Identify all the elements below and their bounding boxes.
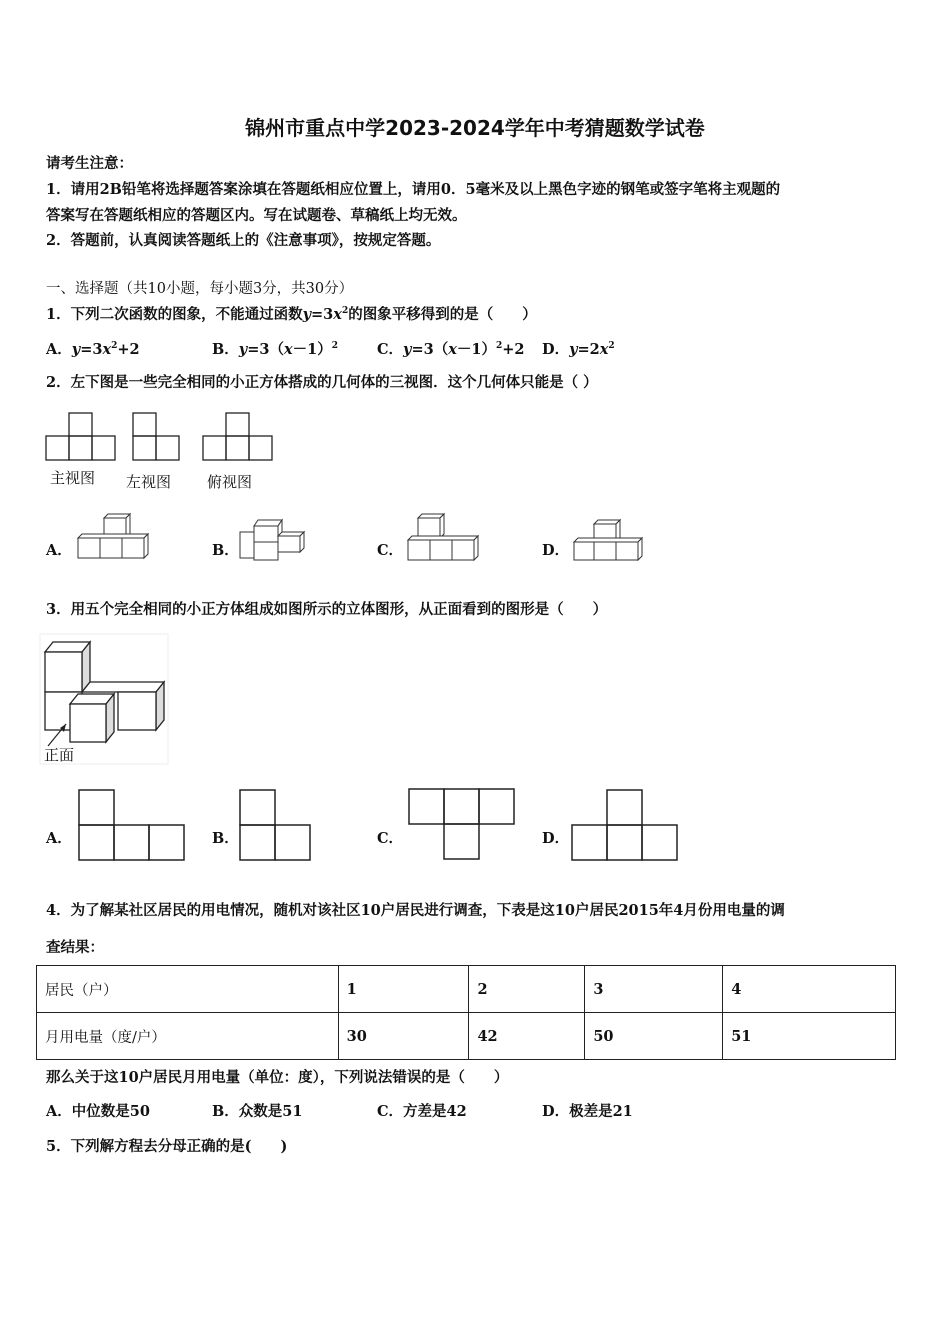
option-sup: 2 [608, 341, 615, 351]
table-row [37, 966, 896, 1013]
left-view-label: 左视图 [126, 473, 172, 491]
q1-option-a [46, 338, 140, 359]
q3-option-c-label[interactable]: C． [377, 830, 404, 847]
option-text: =3（ [411, 341, 449, 358]
option-var: x [283, 341, 293, 358]
q2-option-a-figure[interactable] [76, 512, 146, 562]
top-view-label: 俯视图 [207, 473, 253, 491]
q4-option-b[interactable]: B．众数是51 [212, 1103, 303, 1120]
question-2: 2．左下图是一些完全相同的小正方体搭成的几何体的三视图．这个几何体只能是（ ） [46, 374, 598, 391]
table-cell: 2 [469, 966, 585, 1013]
option-var: y [569, 341, 578, 358]
q4-option-d[interactable]: D．极差是21 [542, 1103, 633, 1120]
table-row [37, 1013, 896, 1060]
front-view-label: 主视图 [50, 469, 96, 487]
q2-three-views-figure [44, 412, 284, 464]
q2-option-c-figure[interactable] [406, 512, 478, 562]
option-sup: 2 [331, 341, 338, 351]
q2-option-d-label[interactable]: D． [542, 542, 570, 559]
q1-suffix: 的图象平移得到的是（ ） [348, 306, 537, 323]
option-var: y [403, 341, 412, 358]
q1-prefix: 1．下列二次函数的图象，不能通过函数 [46, 306, 303, 323]
option-text: －1） [292, 341, 332, 358]
table-cell: 42 [469, 1013, 585, 1060]
q1-option-d [542, 338, 615, 359]
q3-option-d-label[interactable]: D． [542, 830, 570, 847]
notice-heading: 请考生注意： [46, 155, 133, 172]
notice-line-2: 答案写在答题纸相应的答题区内。写在试题卷、草稿纸上均无效。 [46, 207, 467, 224]
q3-option-b-label[interactable]: B． [212, 830, 239, 847]
page-title: 锦州市重点中学2023-2024学年中考猜题数学试卷 [245, 116, 705, 140]
q4-option-c[interactable]: C．方差是42 [377, 1103, 467, 1120]
table-header-cell: 月用电量（度/户） [37, 1013, 339, 1060]
q1-option-b [212, 338, 338, 359]
q1-func-y: y [302, 306, 312, 323]
q2-option-b-label[interactable]: B． [212, 542, 239, 559]
q4-option-a[interactable]: A．中位数是50 [46, 1103, 150, 1120]
q3-option-d-figure[interactable] [570, 788, 682, 862]
option-label: A． [46, 341, 72, 358]
table-cell: 50 [585, 1013, 723, 1060]
option-text: =2 [577, 341, 600, 358]
option-var: x [102, 341, 112, 358]
option-text: －1） [456, 341, 496, 358]
option-var: y [238, 341, 248, 358]
table-header-cell: 居民（户） [37, 966, 339, 1013]
q1-func-eq: =3 [311, 306, 334, 323]
option-var: x [448, 341, 457, 358]
q3-option-c-figure[interactable] [406, 786, 518, 862]
notice-line-1: 1．请用2B铅笔将选择题答案涂填在答题纸相应位置上，请用0．5毫米及以上黑色字迹的钢笔或签字笔将主观题的 [46, 181, 781, 198]
option-label: B． [212, 341, 239, 358]
question-5: 5．下列解方程去分母正确的是( ) [46, 1138, 288, 1155]
option-label: C． [377, 341, 404, 358]
electricity-table [36, 965, 896, 1060]
table-cell: 3 [585, 966, 723, 1013]
q2-option-b-figure[interactable] [240, 516, 310, 562]
option-sup: 2 [495, 341, 503, 351]
q1-func-x: x [333, 306, 342, 323]
option-text: =3（ [247, 341, 284, 358]
option-text: +2 [117, 341, 140, 358]
question-3: 3．用五个完全相同的小正方体组成如图所示的立体图形，从正面看到的图形是（ ） [46, 601, 608, 618]
option-text: =3 [80, 341, 103, 358]
q2-option-d-figure[interactable] [572, 516, 644, 562]
question-4-line-1: 4．为了解某社区居民的用电情况，随机对该社区10户居民进行调查，下表是这10户居民2015年4月份用电量的调 [46, 902, 785, 919]
option-text: +2 [502, 341, 525, 358]
q2-option-a-label[interactable]: A． [46, 542, 72, 559]
option-var: x [599, 341, 609, 358]
option-var: y [71, 341, 81, 358]
q2-option-c-label[interactable]: C． [377, 542, 404, 559]
option-sup: 2 [111, 341, 118, 351]
front-direction-label: 正面 [44, 746, 75, 764]
q1-option-c [377, 338, 525, 359]
section-heading: 一、选择题（共10小题，每小题3分，共30分） [46, 281, 354, 297]
question-4-line-2: 查结果： [46, 939, 104, 956]
q1-func-sup: 2 [341, 306, 349, 316]
q3-option-a-label[interactable]: A． [46, 830, 72, 847]
table-cell: 51 [723, 1013, 896, 1060]
table-cell: 4 [723, 966, 896, 1013]
table-cell: 30 [338, 1013, 469, 1060]
option-label: D． [542, 341, 570, 358]
q3-option-a-figure[interactable] [76, 788, 188, 862]
table-cell: 1 [338, 966, 469, 1013]
q3-option-b-figure[interactable] [238, 788, 314, 862]
question-4-prompt: 那么关于这10户居民月用电量（单位：度），下列说法错误的是（ ） [46, 1069, 509, 1086]
notice-line-3: 2．答题前，认真阅读答题纸上的《注意事项》，按规定答题。 [46, 232, 441, 249]
question-1 [46, 303, 537, 324]
